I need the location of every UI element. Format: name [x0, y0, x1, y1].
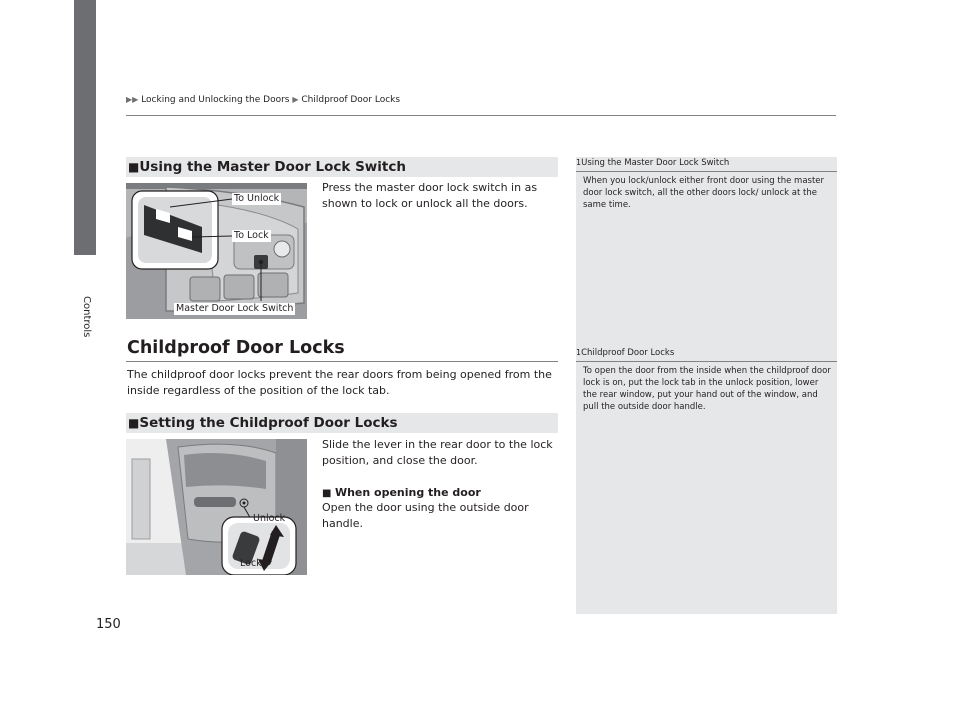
childproof-drawing: [126, 439, 307, 575]
page-number: 150: [96, 617, 121, 632]
callout-to-lock: To Lock: [234, 230, 269, 241]
section-heading-master-switch: ■Using the Master Door Lock Switch: [126, 157, 558, 177]
note-text-master-switch: When you lock/unlock either front door using the master door lock switch, all the other doors lock/ unlock at the same time.: [583, 176, 825, 210]
section2-body: Slide the lever in the rear door to the lock position, and close the door.: [322, 438, 553, 467]
section1-body: Press the master door lock switch in as shown to lock or unlock all the doors.: [322, 181, 538, 210]
note-marker-icon: 1: [576, 158, 582, 167]
note-title-childproof: 1Childproof Door Locks: [576, 348, 675, 358]
callout-master-switch: Master Door Lock Switch: [176, 303, 294, 314]
page-title: Childproof Door Locks: [127, 338, 345, 358]
title-rule: [126, 361, 558, 362]
subheading-square-icon: ■: [322, 488, 335, 499]
callout-unlock: Unlock: [253, 513, 286, 524]
note-title-master-switch: 1Using the Master Door Lock Switch: [576, 158, 730, 168]
childproof-illustration: [126, 439, 307, 575]
breadcrumb-arrow-icon: ▶: [292, 95, 299, 104]
note-marker-icon: 1: [576, 348, 582, 357]
header-rule: [126, 115, 836, 116]
section-heading-setting-childproof: ■Setting the Childproof Door Locks: [126, 413, 558, 433]
breadcrumb-item-childproof[interactable]: Childproof Door Locks: [301, 95, 401, 105]
intro-paragraph: The childproof door locks prevent the rear doors from being opened from the inside regardless of the position of the lock tab.: [127, 368, 552, 397]
note-text-childproof: To open the door from the inside when the childproof door lock is on, put the lock tab in the unlock position, lower the rear window, put your hand out of the window, and pull the outside door handle.: [583, 366, 831, 412]
callout-to-unlock: To Unlock: [234, 193, 280, 204]
callout-lock: Lock: [240, 558, 262, 569]
chapter-label: Controls: [81, 296, 92, 338]
note-divider: [576, 171, 837, 172]
breadcrumb-item-locking[interactable]: Locking and Unlocking the Doors: [141, 95, 290, 105]
subheading-when-opening: ■ When opening the door: [322, 486, 481, 499]
section2-sub-body: Open the door using the outside door handle.: [322, 501, 529, 530]
breadcrumb: [126, 95, 400, 105]
chapter-tab: [74, 0, 96, 255]
section-square-icon: ■: [128, 416, 140, 430]
section-square-icon: ■: [128, 160, 140, 174]
note-divider: [576, 361, 837, 362]
breadcrumb-arrow-icon: ▶▶: [126, 95, 139, 104]
